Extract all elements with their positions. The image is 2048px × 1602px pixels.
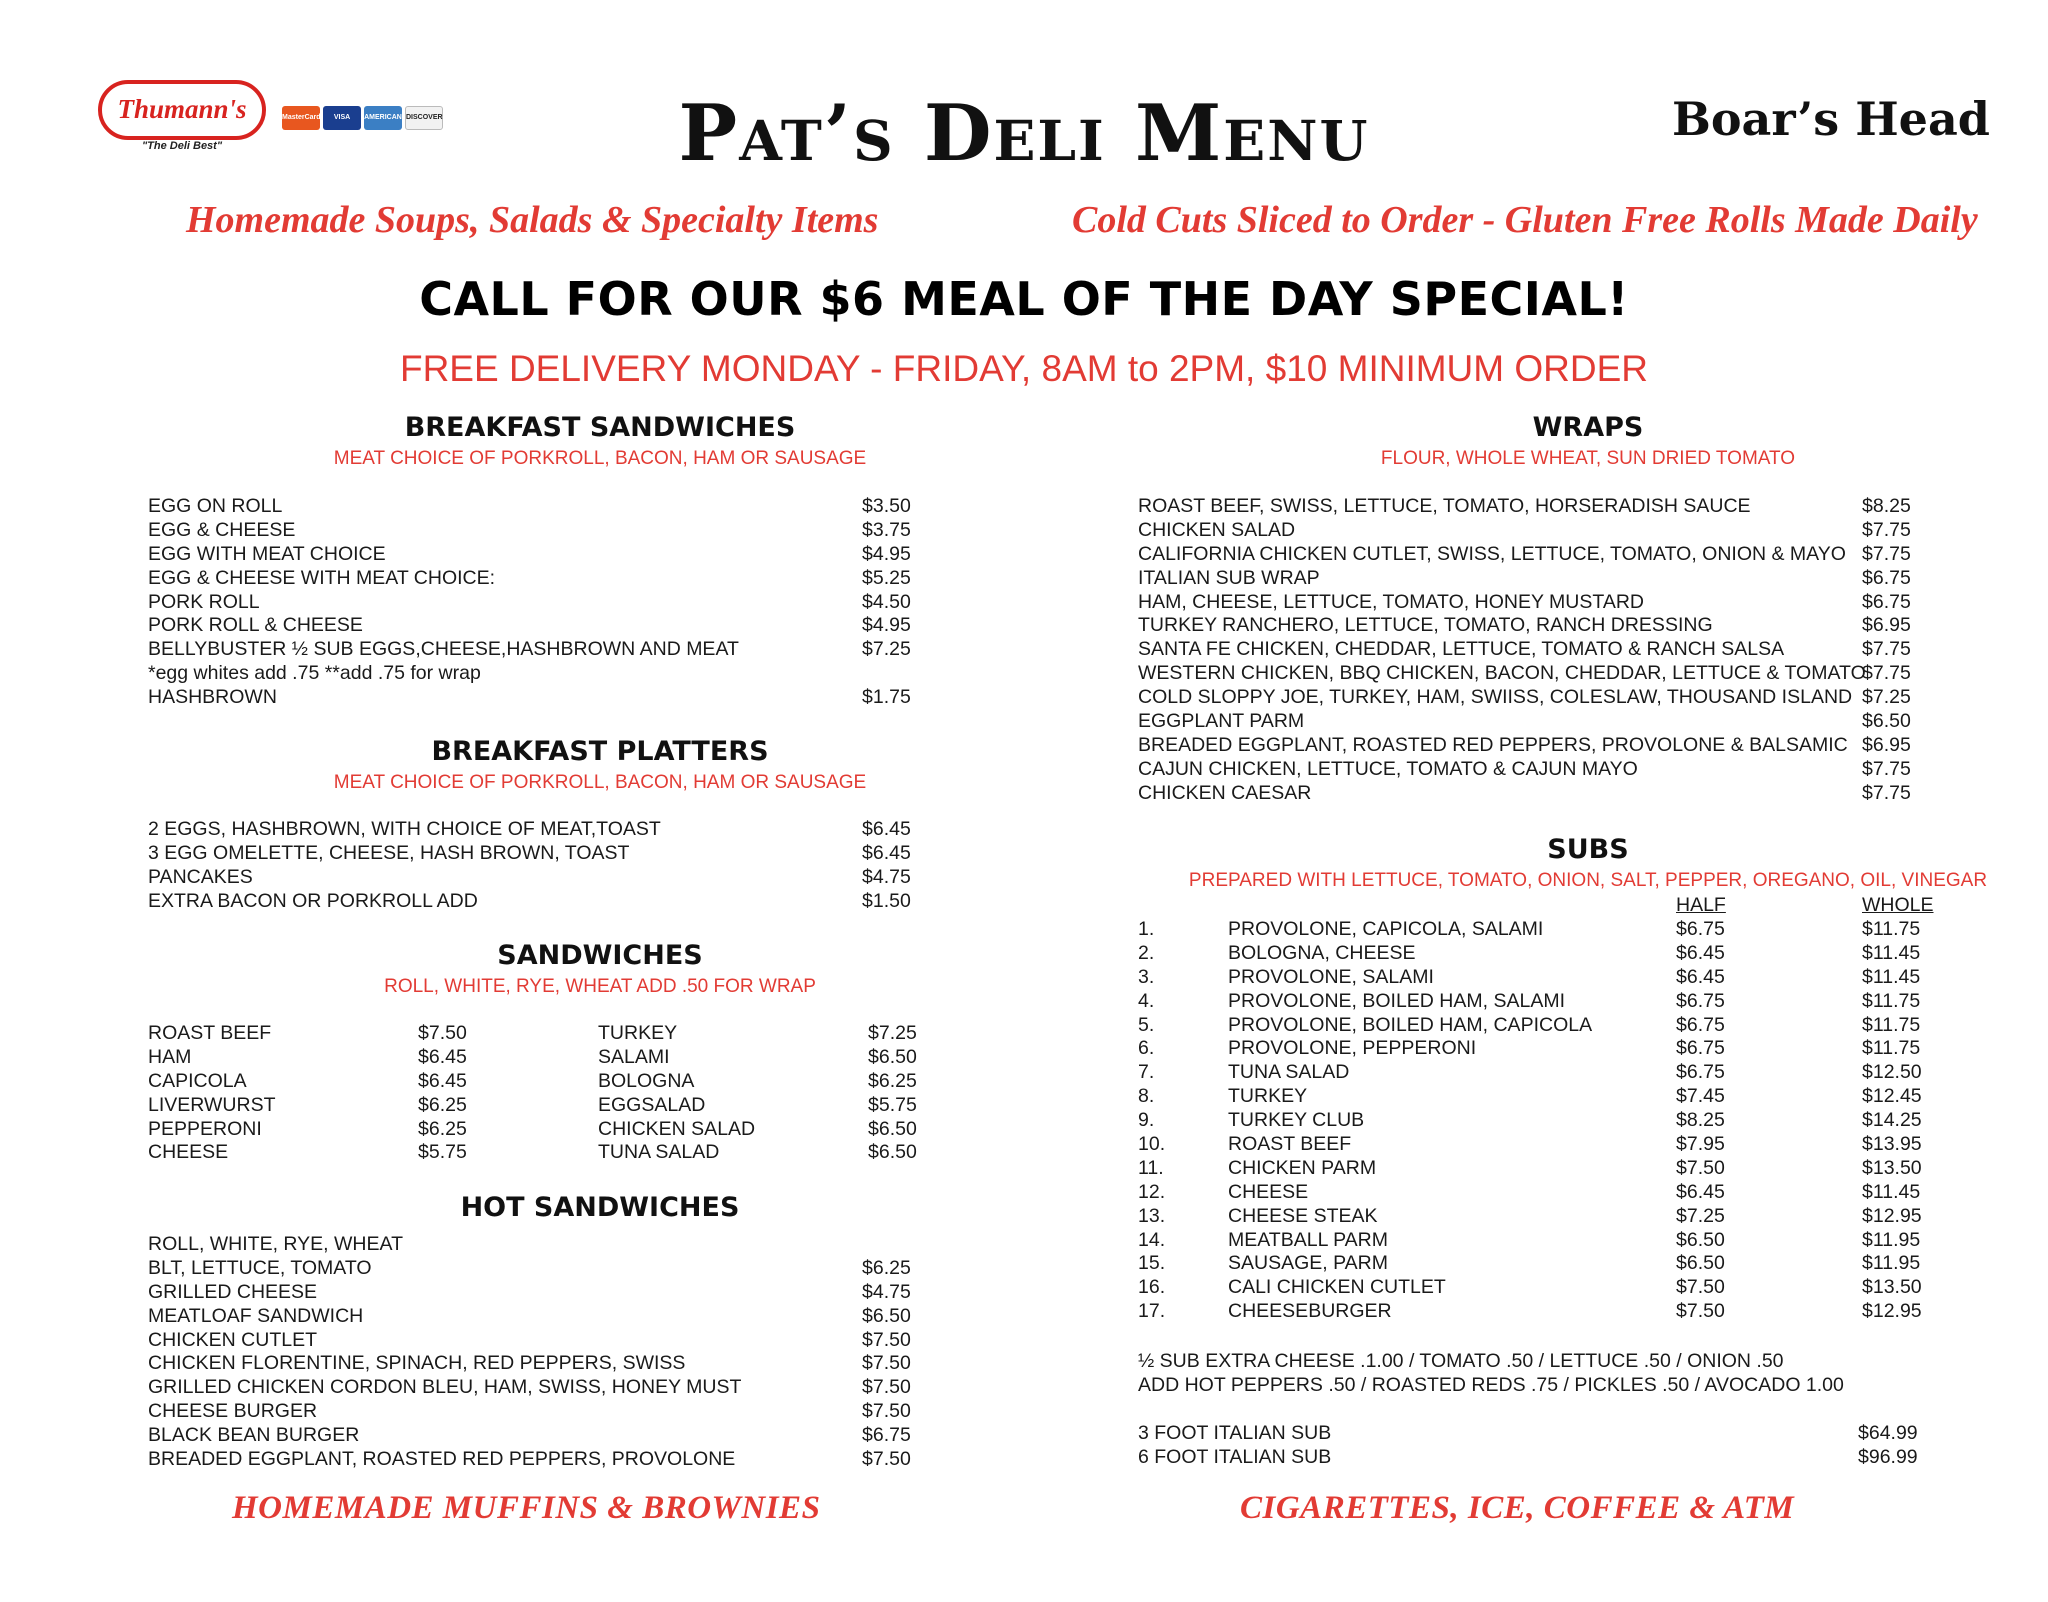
sub-half-price: $7.50 bbox=[1676, 1156, 1725, 1179]
menu-item-name: ITALIAN SUB WRAP bbox=[1138, 566, 1320, 589]
wraps-list bbox=[1138, 495, 1938, 806]
menu-item-price: $6.25 bbox=[868, 1069, 917, 1092]
sub-number: 16. bbox=[1138, 1276, 1166, 1299]
menu-item-name: EGG ON ROLL bbox=[148, 495, 283, 517]
breakfast-sandwiches-subtitle: MEAT CHOICE OF PORKROLL, BACON, HAM OR SAUSAGE bbox=[333, 448, 867, 469]
sub-half-price: $6.75 bbox=[1676, 1037, 1725, 1060]
menu-item-name: 3 EGG OMELETTE, CHEESE, HASH BROWN, TOAST bbox=[148, 841, 630, 864]
sub-number: 14. bbox=[1138, 1228, 1166, 1251]
menu-item-price: $4.50 bbox=[862, 590, 911, 613]
menu-item-name: CHEESE bbox=[148, 1141, 229, 1164]
menu-item-row bbox=[148, 614, 928, 638]
menu-item-row bbox=[148, 495, 928, 519]
menu-item-name: CHICKEN SALAD bbox=[1138, 518, 1296, 541]
menu-item-price: $7.25 bbox=[862, 638, 911, 661]
menu-item-name: EGGPLANT PARM bbox=[1138, 710, 1305, 733]
menu-item-name: CHICKEN CAESAR bbox=[1138, 781, 1312, 804]
mastercard-icon: MasterCard bbox=[282, 106, 320, 130]
sub-whole-price: $12.45 bbox=[1862, 1085, 1922, 1108]
sub-number: 7. bbox=[1138, 1061, 1155, 1084]
menu-item-name: EGG & CHEESE WITH MEAT CHOICE: bbox=[148, 566, 496, 589]
menu-item-name: BLACK BEAN BURGER bbox=[148, 1424, 360, 1447]
menu-item-price: $64.99 bbox=[1858, 1422, 1918, 1444]
menu-item-price: $6.45 bbox=[862, 818, 911, 840]
subs-extra-line: ½ SUB EXTRA CHEESE .1.00 / TOMATO .50 / LETTUCE .50 / ONION .50 bbox=[1138, 1350, 1784, 1372]
menu-item-price: $7.25 bbox=[868, 1022, 917, 1044]
hot-sandwiches-list bbox=[148, 1233, 928, 1472]
menu-item-name: TUNA SALAD bbox=[598, 1141, 720, 1164]
menu-item-row bbox=[598, 1070, 938, 1094]
menu-item-row bbox=[148, 1070, 468, 1094]
menu-item-price: $6.75 bbox=[1862, 566, 1911, 589]
menu-item-price: $4.75 bbox=[862, 865, 911, 888]
menu-item-row bbox=[598, 1094, 938, 1118]
sub-half-price: $7.50 bbox=[1676, 1300, 1725, 1323]
sub-row bbox=[1138, 1276, 1948, 1300]
visa-icon: VISA bbox=[323, 106, 361, 130]
menu-item-row bbox=[148, 1118, 468, 1142]
sub-number: 12. bbox=[1138, 1180, 1166, 1203]
menu-item-price: $6.45 bbox=[418, 1045, 467, 1068]
sub-row bbox=[1138, 1133, 1948, 1157]
menu-item-price: $5.75 bbox=[868, 1093, 917, 1116]
menu-item-price: $6.25 bbox=[862, 1256, 911, 1279]
menu-item-row bbox=[148, 1424, 928, 1448]
sub-row bbox=[1138, 1061, 1948, 1085]
sub-half-price: $6.50 bbox=[1676, 1252, 1725, 1275]
menu-item-row bbox=[1138, 495, 1938, 519]
breakfast-sandwiches-title: BREAKFAST SANDWICHES bbox=[404, 412, 796, 443]
sub-row bbox=[1138, 1014, 1948, 1038]
menu-item-row bbox=[148, 1046, 468, 1070]
menu-item-name: PORK ROLL & CHEESE bbox=[148, 614, 363, 637]
menu-item-row bbox=[1138, 734, 1938, 758]
menu-item-row bbox=[1138, 543, 1938, 567]
subs-title: SUBS bbox=[1547, 834, 1629, 865]
menu-item-price: $6.45 bbox=[418, 1069, 467, 1092]
menu-item-name: 2 EGGS, HASHBROWN, WITH CHOICE OF MEAT,TOAST bbox=[148, 818, 661, 840]
menu-item-name: SALAMI bbox=[598, 1045, 670, 1068]
sub-whole-price: $12.50 bbox=[1862, 1061, 1922, 1084]
sub-whole-price: $11.95 bbox=[1862, 1228, 1921, 1251]
menu-item-row bbox=[148, 842, 928, 866]
menu-item-name: 3 FOOT ITALIAN SUB bbox=[1138, 1422, 1332, 1444]
menu-item-price: $7.75 bbox=[1862, 518, 1911, 541]
sub-half-price: $6.45 bbox=[1676, 941, 1725, 964]
sub-row bbox=[1138, 1085, 1948, 1109]
menu-item-name: ROAST BEEF, SWISS, LETTUCE, TOMATO, HORSERADISH SAUCE bbox=[1138, 495, 1751, 517]
menu-item-row bbox=[598, 1022, 938, 1046]
sub-whole-price: $13.50 bbox=[1862, 1276, 1922, 1299]
menu-item-row bbox=[148, 1094, 468, 1118]
sub-number: 2. bbox=[1138, 941, 1155, 964]
menu-item-price: $7.50 bbox=[862, 1376, 911, 1399]
menu-item-name: LIVERWURST bbox=[148, 1093, 276, 1116]
menu-item-name: HAM, CHEESE, LETTUCE, TOMATO, HONEY MUSTARD bbox=[1138, 590, 1644, 613]
menu-item-row bbox=[148, 1022, 468, 1046]
sub-whole-price: $11.45 bbox=[1862, 941, 1921, 964]
footer-left: HOMEMADE MUFFINS & BROWNIES bbox=[232, 1490, 821, 1526]
hot-sandwiches-title: HOT SANDWICHES bbox=[460, 1192, 740, 1223]
menu-item-price: $6.45 bbox=[862, 841, 911, 864]
menu-item-row bbox=[1138, 638, 1938, 662]
sub-row bbox=[1138, 1205, 1948, 1229]
menu-item-row bbox=[148, 866, 928, 890]
menu-item-price: $7.50 bbox=[862, 1328, 911, 1351]
menu-item-name: CHICKEN SALAD bbox=[598, 1117, 756, 1140]
sub-half-price: $7.50 bbox=[1676, 1276, 1725, 1299]
sub-row bbox=[1138, 990, 1948, 1014]
thumanns-logo: Thumann's bbox=[98, 80, 266, 140]
wraps-title: WRAPS bbox=[1532, 412, 1644, 443]
sub-number: 5. bbox=[1138, 1013, 1155, 1036]
menu-item-price: $6.95 bbox=[1862, 614, 1911, 637]
menu-item-row bbox=[148, 662, 928, 686]
party-subs-list bbox=[1138, 1422, 1948, 1470]
menu-item-name: CHICKEN FLORENTINE, SPINACH, RED PEPPERS, SWISS bbox=[148, 1352, 686, 1375]
sub-number: 8. bbox=[1138, 1085, 1155, 1108]
sub-half-price: $6.50 bbox=[1676, 1228, 1725, 1251]
sub-row bbox=[1138, 918, 1948, 942]
sub-row bbox=[1138, 942, 1948, 966]
menu-item-price: $6.75 bbox=[1862, 590, 1911, 613]
menu-item-row bbox=[148, 686, 928, 710]
sub-half-price: $7.45 bbox=[1676, 1085, 1725, 1108]
menu-item-row bbox=[148, 1305, 928, 1329]
menu-item-row bbox=[598, 1141, 938, 1165]
menu-item-price: $7.50 bbox=[862, 1400, 911, 1423]
menu-item-name: COLD SLOPPY JOE, TURKEY, HAM, SWIISS, COLESLAW, THOUSAND ISLAND bbox=[1138, 686, 1853, 709]
menu-item-row bbox=[598, 1046, 938, 1070]
menu-item-row bbox=[1138, 686, 1938, 710]
wraps-subtitle: FLOUR, WHOLE WHEAT, SUN DRIED TOMATO bbox=[1380, 448, 1796, 469]
menu-item-row bbox=[1138, 1446, 1948, 1470]
menu-item-price: $1.50 bbox=[862, 889, 911, 912]
sub-name: SAUSAGE, PARM bbox=[1228, 1252, 1389, 1275]
sub-half-price: $6.75 bbox=[1676, 918, 1725, 940]
sub-name: BOLOGNA, CHEESE bbox=[1228, 941, 1416, 964]
menu-item-name: ROLL, WHITE, RYE, WHEAT bbox=[148, 1233, 403, 1255]
sub-number: 9. bbox=[1138, 1109, 1155, 1132]
menu-item-row bbox=[1138, 662, 1938, 686]
sub-name: TURKEY CLUB bbox=[1228, 1109, 1365, 1132]
sub-name: CHEESE STEAK bbox=[1228, 1204, 1378, 1227]
sub-name: PROVOLONE, CAPICOLA, SALAMI bbox=[1228, 918, 1544, 940]
sub-whole-price: $11.95 bbox=[1862, 1252, 1921, 1275]
menu-item-price: $5.75 bbox=[418, 1141, 467, 1164]
menu-item-row bbox=[148, 890, 928, 914]
sub-whole-price: $13.50 bbox=[1862, 1156, 1922, 1179]
menu-item-row bbox=[1138, 614, 1938, 638]
menu-item-row bbox=[1138, 758, 1938, 782]
menu-item-price: $6.75 bbox=[862, 1424, 911, 1447]
discover-icon: DISCOVER bbox=[405, 106, 443, 130]
menu-item-name: BELLYBUSTER ½ SUB EGGS,CHEESE,HASHBROWN AND MEAT bbox=[148, 638, 739, 661]
menu-item-name: HAM bbox=[148, 1045, 192, 1068]
menu-item-name: PANCAKES bbox=[148, 865, 253, 888]
thumanns-logo-tagline: "The Deli Best" bbox=[141, 140, 223, 152]
sub-whole-price: $11.45 bbox=[1862, 965, 1921, 988]
sub-number: 6. bbox=[1138, 1037, 1155, 1060]
subs-subtitle: PREPARED WITH LETTUCE, TOMATO, ONION, SALT, PEPPER, OREGANO, OIL, VINEGAR bbox=[1188, 870, 1988, 891]
menu-item-name: BOLOGNA bbox=[598, 1069, 695, 1092]
sub-half-price: $7.95 bbox=[1676, 1133, 1725, 1156]
menu-item-price: $1.75 bbox=[862, 686, 911, 709]
menu-item-name: EGGSALAD bbox=[598, 1093, 706, 1116]
menu-item-price: $6.50 bbox=[868, 1117, 917, 1140]
menu-item-row bbox=[1138, 710, 1938, 734]
menu-item-price: $7.50 bbox=[862, 1352, 911, 1375]
menu-item-price: $8.25 bbox=[1862, 495, 1911, 517]
menu-item-row bbox=[1138, 519, 1938, 543]
menu-item-name: HASHBROWN bbox=[148, 686, 277, 709]
footer-right: CIGARETTES, ICE, COFFEE & ATM bbox=[1240, 1490, 1795, 1526]
menu-item-name: MEATLOAF SANDWICH bbox=[148, 1304, 364, 1327]
menu-item-price: $7.50 bbox=[862, 1448, 911, 1471]
sub-name: PROVOLONE, BOILED HAM, SALAMI bbox=[1228, 989, 1566, 1012]
menu-item-row bbox=[148, 1448, 928, 1472]
sub-whole-price: $13.95 bbox=[1862, 1133, 1922, 1156]
menu-item-name: GRILLED CHICKEN CORDON BLEU, HAM, SWISS, HONEY MUST bbox=[148, 1376, 742, 1399]
menu-item-name: CALIFORNIA CHICKEN CUTLET, SWISS, LETTUCE, TOMATO, ONION & MAYO bbox=[1138, 542, 1846, 565]
sub-name: TURKEY bbox=[1228, 1085, 1308, 1108]
sandwiches-list-left bbox=[148, 1022, 468, 1165]
menu-item-name: *egg whites add .75 **add .75 for wrap bbox=[148, 662, 481, 685]
menu-item-price: $3.50 bbox=[862, 495, 911, 517]
menu-item-name: PEPPERONI bbox=[148, 1117, 262, 1140]
sub-number: 1. bbox=[1138, 918, 1155, 940]
subs-extras bbox=[1138, 1350, 1948, 1398]
meal-special-banner: CALL FOR OUR $6 MEAL OF THE DAY SPECIAL! bbox=[419, 272, 1629, 326]
menu-item-row bbox=[148, 1352, 928, 1376]
sub-row bbox=[1138, 1181, 1948, 1205]
sub-half-price: $6.75 bbox=[1676, 989, 1725, 1012]
subs-header-row bbox=[1138, 894, 1938, 918]
sub-whole-price: $11.75 bbox=[1862, 1037, 1921, 1060]
menu-item-price: $7.75 bbox=[1862, 662, 1911, 685]
menu-item-price: $7.25 bbox=[1862, 686, 1911, 709]
menu-item-name: CHICKEN CUTLET bbox=[148, 1328, 318, 1351]
menu-item-price: $6.50 bbox=[868, 1141, 917, 1164]
subs-extra-line: ADD HOT PEPPERS .50 / ROASTED REDS .75 / PICKLES .50 / AVOCADO 1.00 bbox=[1138, 1373, 1844, 1396]
sub-name: ROAST BEEF bbox=[1228, 1133, 1352, 1156]
sub-half-price: $6.75 bbox=[1676, 1013, 1725, 1036]
sub-name: TUNA SALAD bbox=[1228, 1061, 1350, 1084]
menu-item-row bbox=[148, 519, 928, 543]
menu-item-name: BREADED EGGPLANT, ROASTED RED PEPPERS, PROVOLONE bbox=[148, 1448, 736, 1471]
menu-item-row bbox=[148, 1141, 468, 1165]
menu-item-name: CAJUN CHICKEN, LETTUCE, TOMATO & CAJUN MAYO bbox=[1138, 757, 1638, 780]
amex-icon: AMERICAN EXPRESS bbox=[364, 106, 402, 130]
menu-item-price: $6.25 bbox=[418, 1117, 467, 1140]
menu-item-row bbox=[148, 567, 928, 591]
menu-item-row bbox=[148, 1329, 928, 1353]
sub-number: 3. bbox=[1138, 965, 1155, 988]
menu-item-price: $6.95 bbox=[1862, 733, 1911, 756]
sub-whole-price: $11.75 bbox=[1862, 918, 1921, 940]
menu-item-name: SANTA FE CHICKEN, CHEDDAR, LETTUCE, TOMATO & RANCH SALSA bbox=[1138, 638, 1785, 661]
sub-number: 11. bbox=[1138, 1156, 1164, 1179]
menu-item-price: $96.99 bbox=[1858, 1445, 1918, 1468]
menu-item-name: TURKEY RANCHERO, LETTUCE, TOMATO, RANCH DRESSING bbox=[1138, 614, 1713, 637]
menu-item-name: BLT, LETTUCE, TOMATO bbox=[148, 1256, 372, 1279]
sub-whole-price: $14.25 bbox=[1862, 1109, 1922, 1132]
menu-item-price: $6.25 bbox=[418, 1093, 467, 1116]
boars-head-logo-text: Boar’s Head bbox=[1672, 92, 1990, 146]
breakfast-platters-title: BREAKFAST PLATTERS bbox=[431, 736, 769, 767]
menu-item-name: EXTRA BACON OR PORKROLL ADD bbox=[148, 889, 478, 912]
menu-item-row bbox=[148, 543, 928, 567]
sub-number: 10. bbox=[1138, 1133, 1166, 1156]
menu-item-name: GRILLED CHEESE bbox=[148, 1280, 318, 1303]
menu-item-row bbox=[598, 1118, 938, 1142]
menu-item-row bbox=[148, 818, 928, 842]
menu-item-name: WESTERN CHICKEN, BBQ CHICKEN, BACON, CHEDDAR, LETTUCE & TOMATO bbox=[1138, 662, 1866, 685]
breakfast-platters-subtitle: MEAT CHOICE OF PORKROLL, BACON, HAM OR SAUSAGE bbox=[333, 772, 867, 793]
menu-item-name: TURKEY bbox=[598, 1022, 678, 1044]
menu-item-name: EGG WITH MEAT CHOICE bbox=[148, 542, 386, 565]
tagline-right: Cold Cuts Sliced to Order - Gluten Free Rolls Made Daily bbox=[1072, 199, 1978, 241]
menu-item-row bbox=[148, 591, 928, 615]
sub-row bbox=[1138, 966, 1948, 990]
menu-item-row bbox=[148, 638, 928, 662]
menu-item-name: ROAST BEEF bbox=[148, 1022, 272, 1044]
sandwiches-list-right bbox=[598, 1022, 938, 1165]
menu-item-row bbox=[1138, 1422, 1948, 1446]
menu-item-row bbox=[1138, 782, 1938, 806]
subs-half-header: HALF bbox=[1676, 894, 1726, 916]
menu-item-row bbox=[148, 1376, 928, 1400]
menu-item-price: $3.75 bbox=[862, 518, 911, 541]
menu-item-price: $7.75 bbox=[1862, 542, 1911, 565]
sub-whole-price: $12.95 bbox=[1862, 1204, 1922, 1227]
boars-head-logo bbox=[1672, 92, 1990, 146]
breakfast-sandwiches-list bbox=[148, 495, 928, 710]
sub-name: PROVOLONE, SALAMI bbox=[1228, 965, 1434, 988]
menu-item-price: $6.50 bbox=[868, 1045, 917, 1068]
menu-item-name: 6 FOOT ITALIAN SUB bbox=[1138, 1445, 1332, 1468]
tagline-left: Homemade Soups, Salads & Specialty Items bbox=[186, 199, 879, 241]
sub-row bbox=[1138, 1157, 1948, 1181]
menu-item-name: BREADED EGGPLANT, ROASTED RED PEPPERS, PROVOLONE & BALSAMIC bbox=[1138, 733, 1848, 756]
sub-number: 15. bbox=[1138, 1252, 1166, 1275]
menu-item-price: $7.75 bbox=[1862, 638, 1911, 661]
menu-item-row bbox=[148, 1257, 928, 1281]
delivery-banner: FREE DELIVERY MONDAY - FRIDAY, 8AM to 2PM, $10 MINIMUM ORDER bbox=[399, 348, 1648, 389]
subs-list bbox=[1138, 918, 1948, 1324]
menu-item-price: $7.75 bbox=[1862, 781, 1911, 804]
sandwiches-title: SANDWICHES bbox=[497, 940, 703, 971]
subs-whole-header: WHOLE bbox=[1862, 894, 1934, 916]
sub-half-price: $6.45 bbox=[1676, 965, 1725, 988]
sub-row bbox=[1138, 1037, 1948, 1061]
sub-number: 17. bbox=[1138, 1300, 1166, 1323]
sub-row bbox=[1138, 1229, 1948, 1253]
menu-item-name: PORK ROLL bbox=[148, 590, 260, 613]
menu-item-price: $6.50 bbox=[862, 1304, 911, 1327]
page-title: Pat’s Deli Menu bbox=[678, 88, 1370, 179]
sub-name: CHICKEN PARM bbox=[1228, 1156, 1377, 1179]
sub-whole-price: $11.75 bbox=[1862, 1013, 1921, 1036]
sub-number: 4. bbox=[1138, 989, 1155, 1012]
sub-row bbox=[1138, 1109, 1948, 1133]
sub-half-price: $8.25 bbox=[1676, 1109, 1725, 1132]
sub-name: MEATBALL PARM bbox=[1228, 1228, 1389, 1251]
menu-item-price: $4.75 bbox=[862, 1280, 911, 1303]
menu-item-row bbox=[1138, 567, 1938, 591]
menu-item-name: EGG & CHEESE bbox=[148, 518, 296, 541]
menu-item-price: $4.95 bbox=[862, 614, 911, 637]
sub-number: 13. bbox=[1138, 1204, 1166, 1227]
sub-half-price: $6.75 bbox=[1676, 1061, 1725, 1084]
sub-half-price: $6.45 bbox=[1676, 1180, 1725, 1203]
menu-item-price: $7.50 bbox=[418, 1022, 467, 1044]
menu-item-price: $5.25 bbox=[862, 566, 911, 589]
menu-item-price: $6.50 bbox=[1862, 710, 1911, 733]
menu-item-row bbox=[148, 1400, 928, 1424]
menu-item-row bbox=[148, 1281, 928, 1305]
menu-item-row bbox=[148, 1233, 928, 1257]
sub-row bbox=[1138, 1252, 1948, 1276]
sandwiches-subtitle: ROLL, WHITE, RYE, WHEAT ADD .50 FOR WRAP bbox=[384, 976, 816, 997]
sub-name: PROVOLONE, PEPPERONI bbox=[1228, 1037, 1477, 1060]
sub-name: CHEESE bbox=[1228, 1180, 1309, 1203]
menu-item-price: $7.75 bbox=[1862, 757, 1911, 780]
menu-item-name: CAPICOLA bbox=[148, 1069, 247, 1092]
sub-half-price: $7.25 bbox=[1676, 1204, 1725, 1227]
breakfast-platters-list bbox=[148, 818, 928, 914]
menu-item-name: CHEESE BURGER bbox=[148, 1400, 318, 1423]
sub-whole-price: $12.95 bbox=[1862, 1300, 1922, 1323]
sub-name: CALI CHICKEN CUTLET bbox=[1228, 1276, 1446, 1299]
sub-whole-price: $11.75 bbox=[1862, 989, 1921, 1012]
menu-item-row bbox=[1138, 591, 1938, 615]
menu-item-price: $4.95 bbox=[862, 542, 911, 565]
sub-name: PROVOLONE, BOILED HAM, CAPICOLA bbox=[1228, 1013, 1593, 1036]
sub-name: CHEESEBURGER bbox=[1228, 1300, 1392, 1323]
sub-whole-price: $11.45 bbox=[1862, 1180, 1921, 1203]
sub-row bbox=[1138, 1300, 1948, 1324]
